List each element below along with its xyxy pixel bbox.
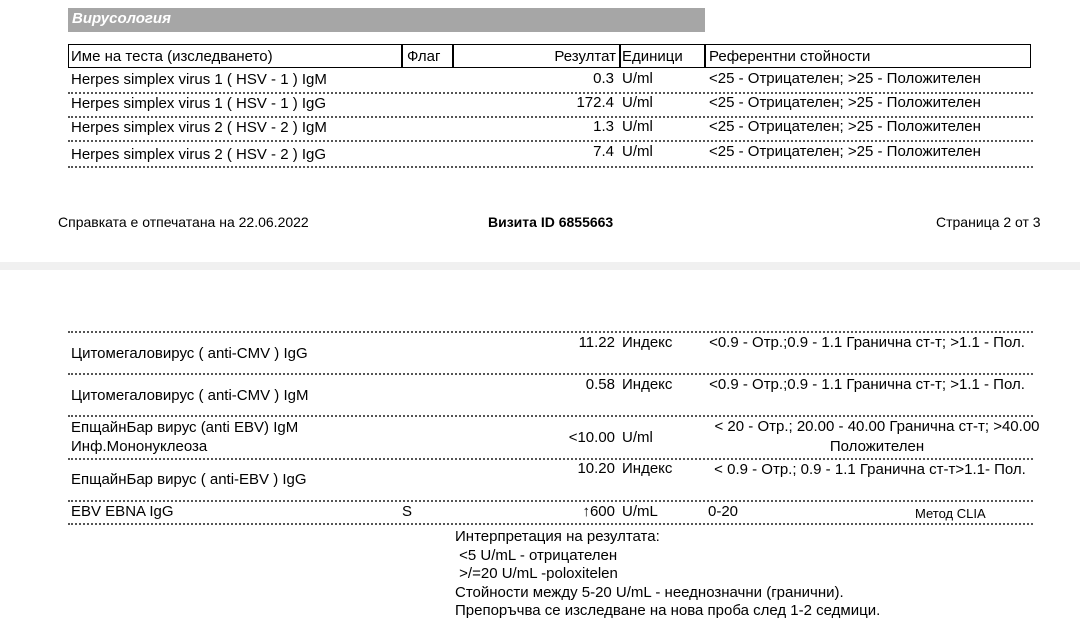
table-row — [0, 375, 1080, 415]
test-name: Herpes simplex virus 2 ( HSV - 2 ) IgG — [71, 146, 327, 163]
result-value: 172.4 — [576, 94, 614, 111]
page-number: Страница 2 от 3 — [936, 214, 1041, 230]
header-flag: Флаг — [407, 48, 441, 65]
test-name: ЕпщайнБар вирус ( anti-EBV ) IgG — [71, 471, 307, 488]
column-divider — [401, 44, 403, 68]
interpretation-line: >/=20 U/mL -poloxitelen — [455, 565, 618, 582]
result-value: ↑600 — [582, 503, 615, 520]
section-title: Вирусология — [72, 10, 171, 27]
header-units: Единици — [622, 48, 683, 65]
header-reference: Референтни стойности — [709, 48, 871, 65]
test-name: ЕпщайнБар вирус (anti EBV) IgM — [71, 419, 299, 436]
reference-range: < 20 - Отр.; 20.00 - 40.00 Гранична ст-т; >40.00 Положителен — [714, 418, 1040, 455]
row-separator — [68, 523, 1033, 525]
row-separator — [68, 166, 1033, 168]
visit-id: Визита ID 6855663 — [488, 214, 614, 230]
result-value: 11.22 — [578, 334, 615, 351]
result-value: 1.3 — [593, 118, 614, 135]
reference-range: <25 - Отрицателен; >25 - Положителен — [709, 118, 981, 135]
reference-range: <25 - Отрицателен; >25 - Положителен — [709, 143, 981, 160]
interpretation-line: Стойности между 5-20 U/mL - нееднозначни (гранични). — [455, 583, 844, 601]
test-name: Цитомегаловирус ( anti-CMV ) IgM — [71, 387, 309, 404]
column-divider — [704, 44, 706, 68]
interpretation-line: Интерпретация на резултата: — [455, 528, 660, 545]
test-name: Herpes simplex virus 1 ( HSV - 1 ) IgM — [71, 71, 327, 88]
table-row — [0, 502, 1080, 524]
interpretation-line: <5 U/mL - отрицателен — [455, 546, 618, 564]
flag-value: S — [402, 503, 413, 520]
table-row — [0, 70, 1080, 94]
table-row — [0, 333, 1080, 373]
result-value: 0.3 — [593, 70, 614, 87]
interpretation-note — [455, 528, 880, 621]
units: U/ml — [622, 118, 653, 135]
printed-date: Справката е отпечатана на 22.06.2022 — [58, 214, 309, 230]
test-name: Herpes simplex virus 1 ( HSV - 1 ) IgG — [71, 95, 327, 112]
result-value: 0.58 — [585, 376, 615, 393]
table-row — [0, 417, 1080, 459]
units: U/mL — [622, 503, 658, 520]
table-row — [0, 94, 1080, 118]
result-value: <10.00 — [568, 429, 615, 446]
result-value: 7.4 — [593, 143, 614, 160]
table-row — [0, 142, 1080, 166]
interpretation-line: Препоръчва се изследване на нова проба след 1-2 седмици. — [455, 602, 881, 619]
column-divider — [619, 44, 621, 68]
test-name: EBV EBNA IgG — [71, 503, 174, 520]
reference-range: 0-20 — [708, 503, 739, 520]
test-name: Herpes simplex virus 2 ( HSV - 2 ) IgM — [71, 119, 327, 136]
units: Индекс — [622, 334, 673, 351]
column-divider — [452, 44, 454, 68]
page-break — [0, 262, 1080, 270]
reference-range: <0.9 - Отр.;0.9 - 1.1 Гранична ст-т; >1.1 - Пол. — [709, 376, 1025, 393]
reference-range: <25 - Отрицателен; >25 - Положителен — [709, 70, 981, 87]
method-label: Метод CLIA — [915, 506, 986, 521]
units: Индекс — [622, 376, 673, 393]
units: U/ml — [622, 94, 653, 111]
table-row — [0, 460, 1080, 500]
header-test-name: Име на теста (изследването) — [71, 48, 273, 65]
reference-range: <0.9 - Отр.;0.9 - 1.1 Гранична ст-т; >1.1 - Пол. — [709, 334, 1025, 351]
result-value: 10.20 — [577, 460, 615, 477]
test-name: Цитомегаловирус ( anti-CMV ) IgG — [71, 345, 308, 362]
units: Индекс — [622, 460, 673, 477]
table-row — [0, 118, 1080, 142]
units: U/ml — [622, 429, 653, 446]
units: U/ml — [622, 70, 653, 87]
reference-range: <25 - Отрицателен; >25 - Положителен — [709, 94, 981, 111]
reference-range: < 0.9 - Отр.; 0.9 - 1.1 Гранична ст-т>1.1- Пол. — [714, 461, 1026, 478]
header-result: Резултат — [554, 48, 616, 65]
units: U/ml — [622, 143, 653, 160]
test-name-line2: Инф.Мононуклеоза — [71, 438, 208, 455]
